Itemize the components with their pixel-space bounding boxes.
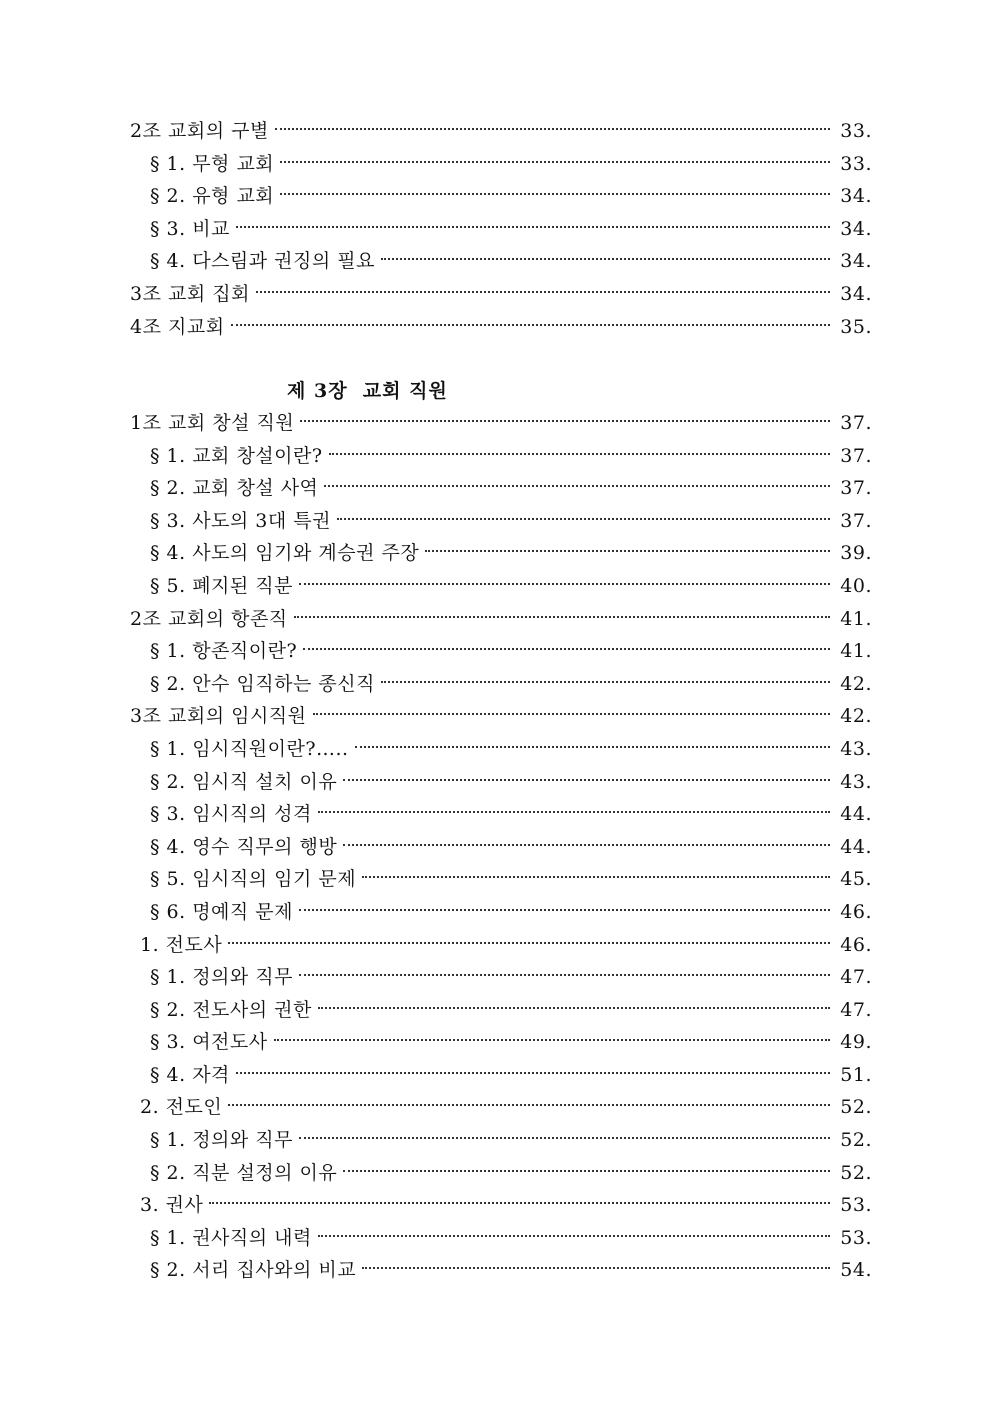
- toc-entry-label: 2조 교회의 구별: [130, 120, 269, 142]
- toc-entry-label: § 1. 정의와 직무: [150, 1129, 294, 1152]
- toc-entry-label: § 1. 임시직원이란?…..: [150, 737, 349, 760]
- toc-entry-page: 44.: [840, 803, 872, 826]
- toc-entry: [130, 180, 872, 213]
- toc-entry-page: 49.: [840, 1031, 872, 1054]
- toc-entry: [130, 1222, 872, 1255]
- toc-entry-page: 42.: [840, 672, 872, 695]
- toc-entry-page: 43.: [840, 770, 872, 793]
- dot-leader: [381, 681, 830, 683]
- toc-entry: [130, 1026, 872, 1059]
- toc-entry-label: 2. 전도인: [140, 1096, 223, 1119]
- toc-entry: [130, 505, 872, 538]
- toc-entry-page: 37.: [840, 509, 872, 532]
- toc-entry: [130, 896, 872, 929]
- toc-entry: [130, 635, 872, 668]
- toc-entry-label: § 2. 전도사의 권한: [150, 998, 312, 1021]
- toc-entry-label: § 1. 권사직의 내력: [150, 1226, 312, 1249]
- dot-leader: [355, 746, 830, 748]
- toc-entry: [130, 1124, 872, 1157]
- toc-entry: [130, 245, 872, 278]
- toc-entry: [130, 961, 872, 994]
- toc-entry: [130, 537, 872, 570]
- toc-entry-page: 52.: [840, 1161, 872, 1184]
- toc-entry-page: 35.: [840, 315, 872, 338]
- toc-entry: [130, 1189, 872, 1222]
- toc-entry-label: 3조 교회 집회: [130, 282, 250, 305]
- toc-entry-label: § 2. 유형 교회: [150, 185, 275, 208]
- toc-entry-page: 44.: [840, 835, 872, 858]
- toc-entry: [130, 603, 872, 636]
- toc-entry-label: § 6. 명예직 문제: [150, 900, 294, 923]
- toc-entry: [130, 148, 872, 181]
- toc-entry-page: 52.: [840, 1096, 872, 1119]
- toc-entry: [130, 440, 872, 473]
- toc-entry-page: 41.: [840, 607, 872, 630]
- toc-entry-page: 51.: [840, 1063, 872, 1086]
- dot-leader: [228, 942, 830, 944]
- toc-entry-label: § 2. 임시직 설치 이유: [150, 770, 338, 793]
- toc-entry: [130, 1059, 872, 1092]
- dot-leader: [337, 518, 830, 520]
- toc-entry-label: 1조 교회 창설 직원: [130, 412, 295, 434]
- toc-entry-page: 39.: [840, 542, 872, 565]
- toc-entry-page: 53.: [840, 1194, 872, 1217]
- toc-entry: [130, 733, 872, 766]
- toc-entry: [130, 278, 872, 311]
- toc-entry: [130, 570, 872, 603]
- toc-entry: [130, 311, 872, 344]
- toc-entry-label: § 1. 무형 교회: [150, 152, 275, 175]
- dot-leader: [318, 1007, 830, 1009]
- dot-leader: [362, 1267, 830, 1269]
- toc-entry-label: 2조 교회의 항존직: [130, 607, 288, 630]
- toc-entry-page: 33.: [840, 120, 872, 142]
- toc-entry-label: § 4. 영수 직무의 행방: [150, 835, 338, 858]
- dot-leader: [303, 648, 830, 650]
- toc-entry: [130, 831, 872, 864]
- toc-entry-page: 34.: [840, 282, 872, 305]
- toc-entry: [130, 115, 872, 148]
- toc-entry-page: 52.: [840, 1129, 872, 1152]
- toc-entry-page: 45.: [840, 868, 872, 891]
- dot-leader: [324, 485, 830, 487]
- dot-leader: [329, 453, 830, 455]
- dot-leader: [256, 291, 830, 293]
- toc-entry: [130, 213, 872, 246]
- toc-section-top: [130, 115, 872, 343]
- toc-entry: [130, 1091, 872, 1124]
- toc-entry-label: § 3. 임시직의 성격: [150, 803, 312, 826]
- toc-entry: [130, 798, 872, 831]
- toc-entry-label: § 5. 폐지된 직분: [150, 574, 294, 597]
- dot-leader: [228, 1104, 830, 1106]
- dot-leader: [231, 324, 830, 326]
- toc-entry-page: 40.: [840, 574, 872, 597]
- toc-entry-label: § 4. 사도의 임기와 계승권 주장: [150, 542, 420, 565]
- chapter-title: 제 3장 교회 직원: [287, 380, 448, 402]
- toc-entry-label: § 4. 자격: [150, 1063, 230, 1086]
- toc-entry-page: 42.: [840, 705, 872, 728]
- toc-entry: [130, 929, 872, 962]
- toc-entry-page: 37.: [840, 477, 872, 500]
- dot-leader: [343, 779, 830, 781]
- toc-section-chapter: [130, 407, 872, 1287]
- toc-entry-page: 37.: [840, 444, 872, 467]
- dot-leader: [280, 193, 830, 195]
- toc-entry-label: 4조 지교회: [130, 315, 225, 338]
- toc-entry-label: 3조 교회의 임시직원: [130, 705, 307, 728]
- toc-entry-page: 33.: [840, 152, 872, 175]
- toc-entry-label: § 2. 서리 집사와의 비교: [150, 1259, 357, 1282]
- toc-entry-label: 1. 전도사: [140, 933, 223, 956]
- dot-leader: [299, 583, 830, 585]
- toc-entry-page: 53.: [840, 1226, 872, 1249]
- toc-entry: [130, 1254, 872, 1287]
- toc-entry-label: 3. 권사: [140, 1194, 204, 1217]
- toc-entry: [130, 863, 872, 896]
- toc-entry-label: § 4. 다스림과 권징의 필요: [150, 250, 375, 273]
- toc-entry: [130, 994, 872, 1027]
- toc-entry-label: § 3. 사도의 3대 특권: [150, 509, 331, 532]
- dot-leader: [343, 844, 830, 846]
- toc-entry-page: 37.: [840, 412, 872, 434]
- dot-leader: [318, 811, 830, 813]
- toc-entry: [130, 472, 872, 505]
- dot-leader: [280, 161, 830, 163]
- toc-entry-label: § 3. 여전도사: [150, 1031, 268, 1054]
- toc-entry-page: 46.: [840, 900, 872, 923]
- dot-leader: [275, 128, 830, 130]
- toc-entry-label: § 1. 항존직이란?: [150, 640, 298, 663]
- dot-leader: [313, 713, 831, 715]
- toc-entry-page: 47.: [840, 966, 872, 989]
- toc-entry-page: 47.: [840, 998, 872, 1021]
- toc-entry: [130, 668, 872, 701]
- dot-leader: [236, 1072, 830, 1074]
- toc-entry: [130, 407, 872, 440]
- toc-entry-label: § 5. 임시직의 임기 문제: [150, 868, 357, 891]
- toc-entry-label: § 1. 정의와 직무: [150, 966, 294, 989]
- dot-leader: [299, 909, 830, 911]
- dot-leader: [274, 1039, 830, 1041]
- toc-entry-page: 34.: [840, 185, 872, 208]
- toc-entry-page: 34.: [840, 250, 872, 273]
- dot-leader: [381, 258, 830, 260]
- dot-leader: [294, 616, 830, 618]
- toc-entry-page: 54.: [840, 1259, 872, 1282]
- toc-entry: [130, 1157, 872, 1190]
- toc-entry-label: § 2. 직분 설정의 이유: [150, 1161, 338, 1184]
- dot-leader: [299, 1137, 830, 1139]
- toc-entry-label: § 3. 비교: [150, 217, 230, 240]
- dot-leader: [299, 974, 830, 976]
- toc-entry: [130, 700, 872, 733]
- toc-entry-label: § 1. 교회 창설이란?: [150, 444, 323, 467]
- toc-entry: [130, 766, 872, 799]
- dot-leader: [343, 1170, 830, 1172]
- dot-leader: [300, 420, 830, 422]
- dot-leader: [425, 550, 830, 552]
- dot-leader: [209, 1202, 830, 1204]
- toc-entry-page: 43.: [840, 737, 872, 760]
- dot-leader: [236, 226, 830, 228]
- dot-leader: [318, 1235, 830, 1237]
- toc-entry-label: § 2. 교회 창설 사역: [150, 477, 319, 500]
- toc-entry-label: § 2. 안수 임직하는 종신직: [150, 672, 375, 695]
- dot-leader: [362, 876, 830, 878]
- toc-entry-page: 34.: [840, 217, 872, 240]
- toc-entry-page: 46.: [840, 933, 872, 956]
- toc-entry-page: 41.: [840, 640, 872, 663]
